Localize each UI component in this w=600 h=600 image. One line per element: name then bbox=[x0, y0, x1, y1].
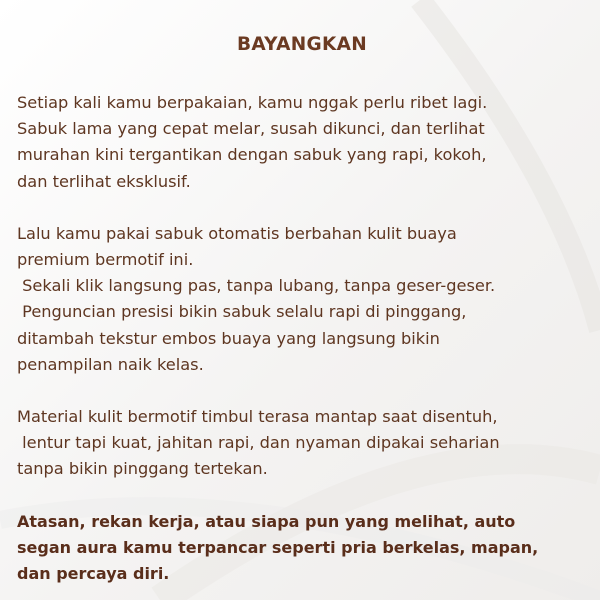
document-body bbox=[17, 30, 587, 587]
text-line: premium bermotif ini. bbox=[17, 250, 194, 270]
paragraph-spacer bbox=[17, 483, 587, 509]
text-line: tanpa bikin pinggang tertekan. bbox=[17, 459, 268, 479]
paragraph-1 bbox=[17, 90, 587, 195]
text-line: penampilan naik kelas. bbox=[17, 354, 204, 374]
paragraph-4-emphasis bbox=[17, 509, 587, 588]
text-line: dan percaya diri. bbox=[17, 564, 170, 584]
text-line: Atasan, rekan kerja, atau siapa pun yang melihat, auto bbox=[17, 511, 516, 531]
text-line: Penguncian presisi bikin sabuk selalu rapi di pinggang, bbox=[17, 302, 467, 322]
text-line: Lalu kamu pakai sabuk otomatis berbahan kulit buaya bbox=[17, 223, 457, 243]
paragraph-spacer bbox=[17, 378, 587, 404]
text-line: Material kulit bermotif timbul terasa mantap saat disentuh, bbox=[17, 407, 498, 427]
text-line: murahan kini tergantikan dengan sabuk yang rapi, kokoh, bbox=[17, 145, 487, 165]
text-line: Sekali klik langsung pas, tanpa lubang, tanpa geser-geser. bbox=[17, 276, 496, 296]
page-title: BAYANGKAN bbox=[236, 34, 368, 55]
text-line: dan terlihat eksklusif. bbox=[17, 171, 191, 191]
text-line: Setiap kali kamu berpakaian, kamu nggak perlu ribet lagi. bbox=[17, 93, 488, 112]
text-line: lentur tapi kuat, jahitan rapi, dan nyaman dipakai seharian bbox=[17, 433, 500, 453]
text-line: ditambah tekstur embos buaya yang langsung bikin bbox=[17, 328, 440, 348]
paragraph-3 bbox=[17, 404, 587, 483]
text-line: Sabuk lama yang cepat melar, susah dikunci, dan terlihat bbox=[17, 119, 485, 139]
paragraph-spacer bbox=[17, 195, 587, 221]
text-line: segan aura kamu terpancar seperti pria berkelas, mapan, bbox=[17, 537, 539, 557]
paragraph-2 bbox=[17, 221, 587, 378]
